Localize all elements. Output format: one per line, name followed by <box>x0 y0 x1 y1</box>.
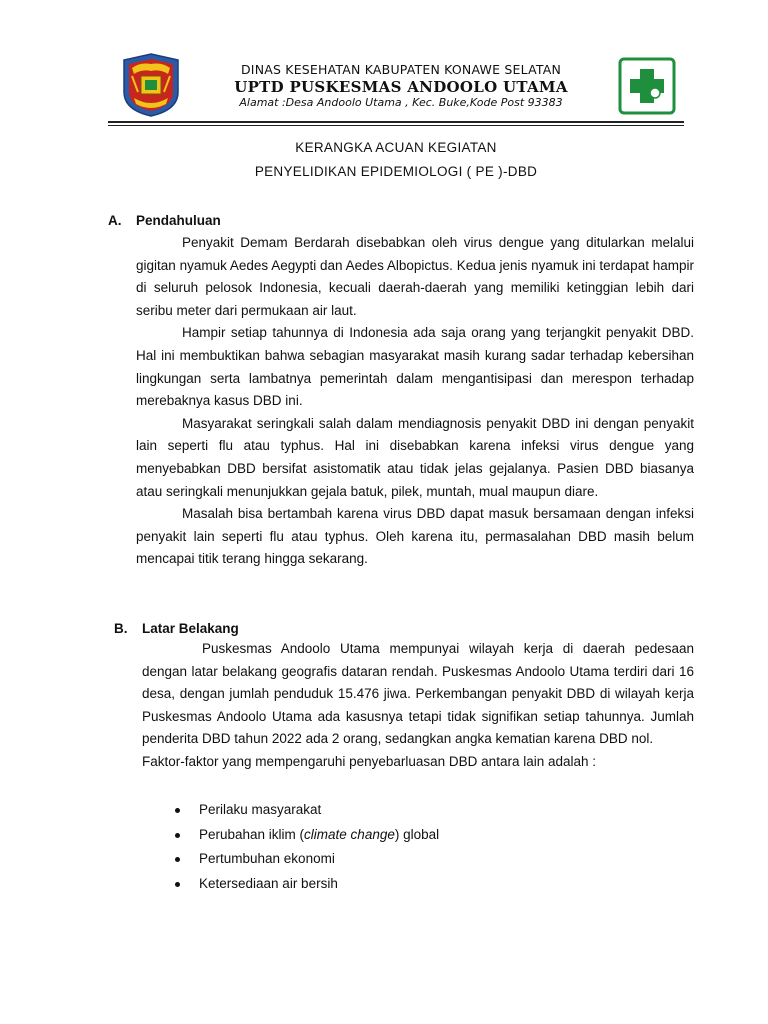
document-title: KERANGKA ACUAN KEGIATAN <box>295 140 497 155</box>
section-a-paragraph: Masyarakat seringkali salah dalam mendiagnosis penyakit DBD ini dengan penyakit lain seperti flu atau typhus. Hal ini disebabkan karena infeksi virus dengue yang menyebabkan DBD bersifat asistomatik atau tidak jelas gejalanya. Pasien DBD biasanya atau seringkali menunjukkan gejala batuk, pilek, muntah, mual maupun diare. <box>136 415 694 499</box>
address-line: Alamat :Desa Andoolo Utama , Kec. Buke,Kode Post 93383 <box>239 96 563 109</box>
puskesmas-name: UPTD PUSKESMAS ANDOOLO UTAMA <box>234 78 568 96</box>
section-b-paragraph: Puskesmas Andoolo Utama mempunyai wilayah kerja di daerah pedesaan dengan latar belakang geografis dataran rendah. Puskesmas Andoolo Utama terdiri dari 16 desa, dengan jumlah penduduk 15.476 jiwa. Perkembangan penyakit DBD di wilayah kerja Puskesmas Andoolo Utama ada kasusnya tetapi tidak signifikan setiap tahunnya. Jumlah penderita DBD tahun 2022 ada 2 orang, sedangkan angka kematian karena DBD nol. <box>142 641 694 747</box>
bullet-icon <box>175 857 180 862</box>
section-a-paragraph: Masalah bisa bertambah karena virus DBD dapat masuk bersamaan dengan infeksi penyakit lain seperti flu atau typhus. Oleh karena itu, permasalahan DBD masih belum mencapai titik terang hingga sekarang. <box>136 506 694 567</box>
list-item: Pertumbuhan ekonomi <box>174 851 654 876</box>
bullet-icon <box>175 808 180 813</box>
list-item: Perilaku masyarakat <box>174 802 654 827</box>
section-a-paragraph: Penyakit Demam Berdarah disebabkan oleh virus dengue yang ditularkan melalui gigitan nyamuk Aedes Aegypti dan Aedes Albopictus. Kedua jenis nyamuk ini terdapat hampir di seluruh pelosok Indonesia, kecuali daerah-daerah yang memiliki ketinggian lebih dari seribu meter dari permukaan air laut. <box>136 235 694 318</box>
document-subtitle: PENYELIDIKAN EPIDEMIOLOGI ( PE )-DBD <box>254 164 538 179</box>
factors-intro: Faktor-faktor yang mempengaruhi penyebarluasan DBD antara lain adalah : <box>142 753 597 769</box>
section-b-heading <box>114 621 239 636</box>
section-a-heading <box>108 213 221 228</box>
puskesmas-cross-icon <box>618 57 676 115</box>
section-b-body <box>142 638 694 774</box>
section-a-letter: A. <box>108 213 122 228</box>
agency-name: DINAS KESEHATAN KABUPATEN KONAWE SELATAN <box>240 62 562 77</box>
factors-list <box>174 802 654 900</box>
letterhead-rule <box>108 121 684 123</box>
section-a-paragraph: Hampir setiap tahunnya di Indonesia ada saja orang yang terjangkit penyakit DBD. Hal ini membuktikan bahwa sebagian masyarakat masih kurang sadar terhadap kebersihan lingkungan serta lambatnya pemerintah dalam mengantisipasi dan merespon terhadap merebaknya kasus DBD ini. <box>136 325 694 409</box>
section-a-body <box>136 232 694 571</box>
letterhead-rule-thin <box>108 125 684 126</box>
regency-emblem-icon <box>120 52 182 118</box>
italic-term: climate change <box>304 826 395 842</box>
section-b-letter: B. <box>114 621 128 636</box>
section-a-title: Pendahuluan <box>136 213 221 228</box>
bullet-icon <box>175 833 180 838</box>
section-b-title: Latar Belakang <box>142 621 239 636</box>
bullet-icon <box>175 882 180 887</box>
list-item: Ketersediaan air bersih <box>174 876 654 901</box>
list-item: Perubahan iklim (climate change) global <box>174 827 654 852</box>
